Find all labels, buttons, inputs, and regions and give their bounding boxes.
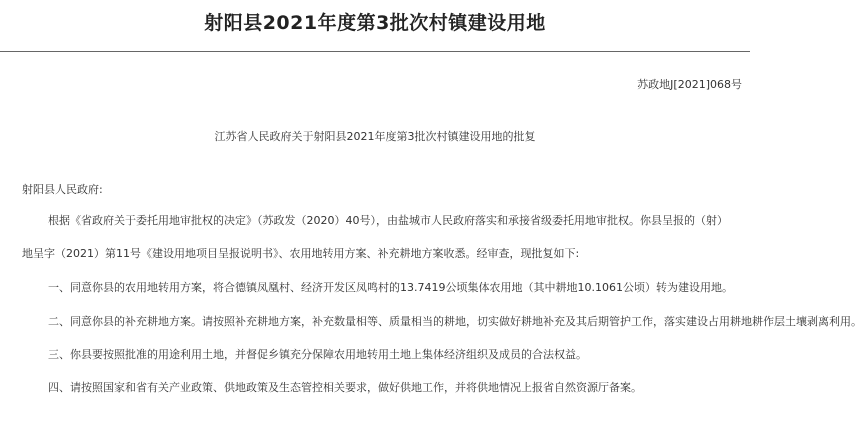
paragraph-item-3: 三、你县要按照批准的用途利用土地，并督促乡镇充分保障农用地转用土地上集体经济组织及成员的合法权益。 bbox=[48, 348, 587, 361]
document-subtitle: 江苏省人民政府关于射阳县2021年度第3批次村镇建设用地的批复 bbox=[214, 130, 536, 143]
page-title: 射阳县2021年度第3批次村镇建设用地 bbox=[204, 12, 546, 34]
paragraph-item-2: 二、同意你县的补充耕地方案。请按照补充耕地方案，补充数量相等、质量相当的耕地，切实做好耕地补充及其后期管护工作，落实建设占用耕地耕作层土壤剥离利用。 bbox=[48, 315, 862, 328]
paragraph-intro: 根据《省政府关于委托用地审批权的决定》（苏政发（2020）40号），由盐城市人民政府落实和承接省级委托用地审批权。你县呈报的（射）地呈字（2021）第11号《建设用地项目呈报说明书》、农用地转用方案、补充耕地方案收悉。经审查，现批复如下: bbox=[22, 214, 728, 260]
paragraph-item-1: 一、同意你县的农用地转用方案，将合德镇凤凰村、经济开发区凤鸣村的13.7419公顷集体农用地（其中耕地10.1061公顷）转为建设用地。 bbox=[48, 281, 733, 294]
document-number: 苏政地J[2021]068号 bbox=[637, 78, 742, 91]
addressee: 射阳县人民政府: bbox=[22, 183, 103, 196]
page-header bbox=[0, 0, 750, 52]
paragraph-item-4: 四、请按照国家和省有关产业政策、供地政策及生态管控相关要求，做好供地工作，并将供地情况上报省自然资源厅备案。 bbox=[48, 381, 642, 394]
